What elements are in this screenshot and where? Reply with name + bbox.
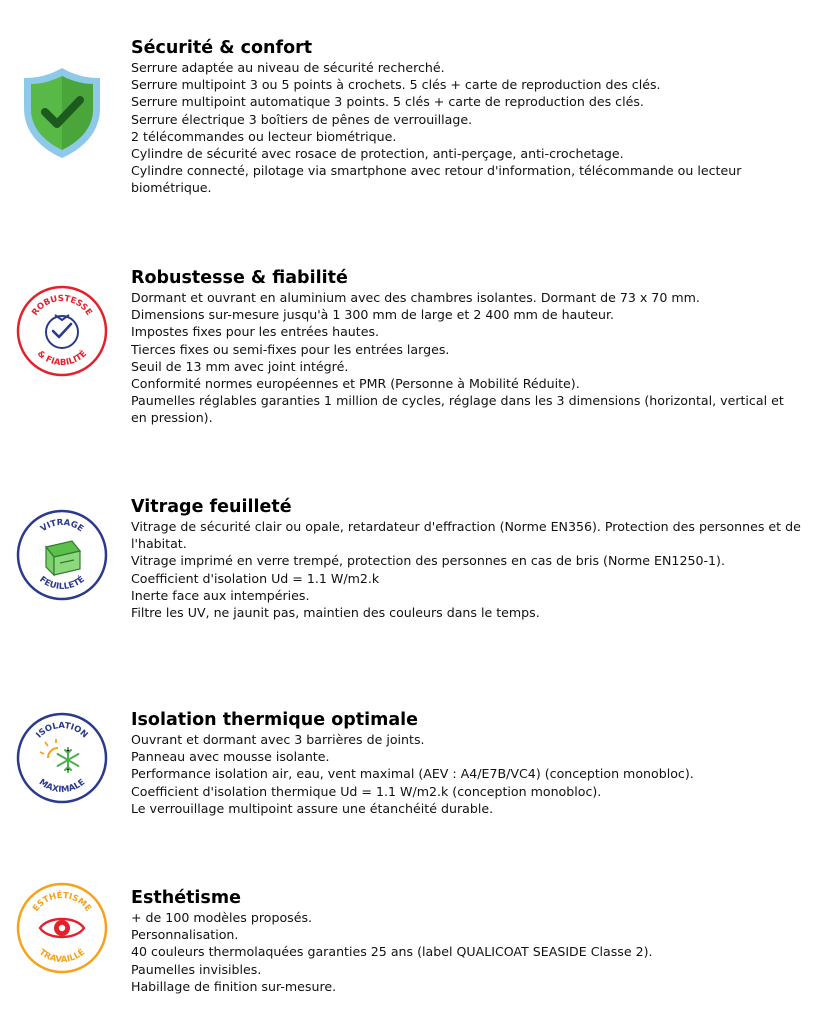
- section-robustesse: [0, 268, 819, 438]
- robustness-badge-icon: [14, 283, 110, 379]
- feature-line: Habillage de finition sur-mesure.: [131, 978, 337, 994]
- feature-line: Performance isolation air, eau, vent maximal (AEV : A4/E7B/VC4) (conception monobloc).: [131, 766, 694, 782]
- badge-bottom-text: TRAVAILLÉ: [36, 947, 88, 966]
- feature-line: Vitrage imprimé en verre trempé, protection des personnes en cas de bris (Norme EN1250-1).: [131, 553, 725, 569]
- feature-line: Dormant et ouvrant en aluminium avec des chambres isolantes. Dormant de 73 x 70 mm.: [131, 290, 700, 305]
- section-title: Robustesse & fiabilité: [131, 268, 348, 288]
- feature-line: Coefficient d'isolation Ud = 1.1 W/m2.k: [131, 570, 380, 586]
- feature-line: Cylindre connecté, pilotage via smartphone avec retour d'information, télécommande ou lecteur biométrique.: [131, 163, 742, 196]
- feature-line: Tierces fixes ou semi-fixes pour les entrées larges.: [131, 341, 450, 357]
- feature-line: Coefficient d'isolation thermique Ud = 1.1 W/m2.k (conception monobloc).: [131, 783, 602, 799]
- section-vitrage: [0, 497, 819, 657]
- feature-line: Serrure adaptée au niveau de sécurité recherché.: [131, 60, 445, 75]
- feature-line: Serrure multipoint automatique 3 points. 5 clés + carte de reproduction des clés.: [131, 94, 644, 110]
- section-title: Esthétisme: [131, 888, 241, 908]
- feature-line: Conformité normes européennes et PMR (Personne à Mobilité Réduite).: [131, 376, 580, 392]
- feature-line: Le verrouillage multipoint assure une étanchéité durable.: [131, 800, 494, 816]
- feature-line: Inerte face aux intempéries.: [131, 587, 310, 603]
- feature-line: Impostes fixes pour les entrées hautes.: [131, 324, 380, 340]
- badge-top-text: ESTHÉTISME: [31, 890, 93, 914]
- laminated-glass-badge-icon: [14, 507, 110, 603]
- badge-bottom-text: FEUILLETÉ: [37, 574, 87, 593]
- feature-line: Paumelles invisibles.: [131, 961, 262, 977]
- section-esthetisme: [0, 888, 819, 1008]
- badge-bottom-text: MAXIMALE: [36, 777, 88, 796]
- feature-line: Cylindre de sécurité avec rosace de protection, anti-perçage, anti-crochetage.: [131, 146, 624, 162]
- shield-check-icon: [14, 64, 110, 160]
- section-isolation: [0, 710, 819, 830]
- feature-line: Ouvrant et dormant avec 3 barrières de joints.: [131, 732, 425, 747]
- feature-line: + de 100 modèles proposés.: [131, 910, 313, 925]
- feature-line: Serrure multipoint 3 ou 5 points à crochets. 5 clés + carte de reproduction des clés.: [131, 77, 661, 93]
- feature-line: Filtre les UV, ne jaunit pas, maintien des couleurs dans le temps.: [131, 605, 540, 621]
- feature-line: Paumelles réglables garanties 1 million de cycles, réglage dans les 3 dimensions (horizontal, vertical et en pression).: [131, 393, 784, 426]
- badge-bottom-text: & FIABILITÉ: [34, 348, 90, 369]
- section-title: Vitrage feuilleté: [131, 497, 292, 517]
- badge-top-text: ISOLATION: [34, 720, 90, 741]
- feature-line: Dimensions sur-mesure jusqu'à 1 300 mm de large et 2 400 mm de hauteur.: [131, 307, 615, 323]
- section-title: Sécurité & confort: [131, 38, 313, 58]
- feature-line: 2 télécommandes ou lecteur biométrique.: [131, 128, 397, 144]
- badge-top-text: ROBUSTESSE: [30, 293, 94, 318]
- insulation-badge-icon: [14, 710, 110, 806]
- aesthetics-badge-icon: [14, 880, 110, 976]
- feature-line: Personnalisation.: [131, 927, 239, 943]
- feature-line: Panneau avec mousse isolante.: [131, 749, 330, 765]
- section-title: Isolation thermique optimale: [131, 710, 419, 730]
- feature-line: Vitrage de sécurité clair ou opale, retardateur d'effraction (Norme EN356). Protection des personnes et de l'habitat.: [131, 519, 801, 552]
- feature-line: Serrure électrique 3 boîtiers de pênes de verrouillage.: [131, 111, 473, 127]
- badge-top-text: VITRAGE: [38, 517, 86, 535]
- section-securite: [0, 38, 819, 208]
- feature-line: Seuil de 13 mm avec joint intégré.: [131, 358, 349, 374]
- feature-line: 40 couleurs thermolaquées garanties 25 ans (label QUALICOAT SEASIDE Classe 2).: [131, 944, 653, 960]
